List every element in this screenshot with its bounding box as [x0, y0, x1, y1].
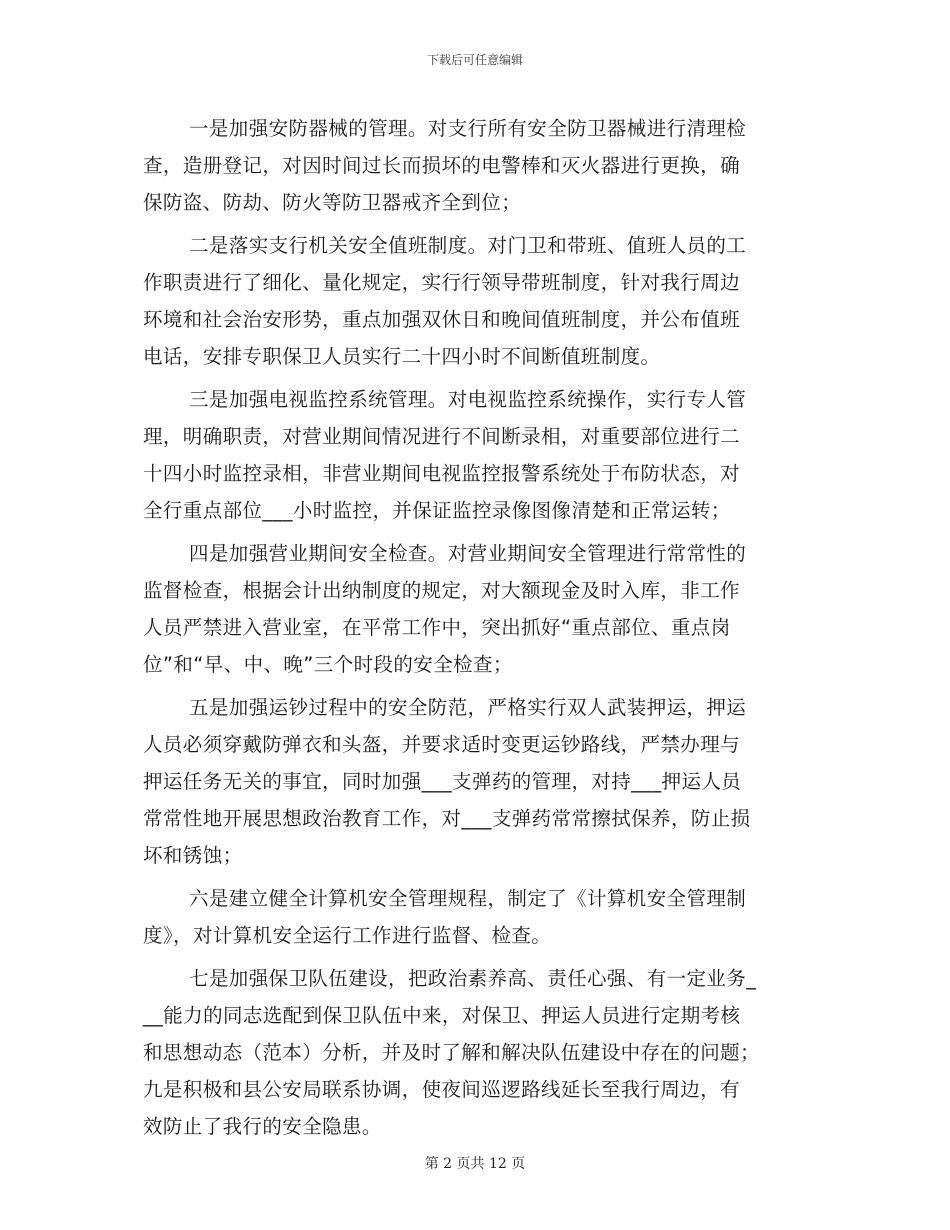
- text-line: 三是加强电视监控系统管理。对电视监控系统操作，实行专人管: [189, 388, 747, 411]
- text-line: 坏和锈蚀；: [143, 844, 243, 867]
- text-line: 二是落实支行机关安全值班制度。对门卫和带班、值班人员的工: [189, 234, 747, 257]
- text-line: 电话，安排专职保卫人员实行二十四小时不间断值班制度。: [143, 345, 661, 368]
- text-line: 人员严禁进入营业室，在平常工作中，突出抓好“重点部位、重点岗: [143, 616, 731, 639]
- text-line: 保防盗、防劫、防火等防卫器戒齐全到位；: [143, 191, 522, 214]
- page-number: 第 2 页共 12 页: [424, 1156, 526, 1172]
- header-text: 下载后可任意编辑: [426, 53, 523, 67]
- text-line: 理，明确职责，对营业期间情况进行不间断录相，对重要部位进行二: [143, 425, 741, 448]
- text-line: 效防止了我行的安全隐患。: [143, 1115, 382, 1138]
- text-line: 五是加强运钞过程中的安全防范，严格实行双人武装押运，押运: [189, 696, 747, 719]
- document-body: [143, 110, 809, 1145]
- text-line: 查，造册登记，对因时间过长而损坏的电警棒和灭火器进行更换，确: [143, 154, 741, 177]
- text-line: 七是加强保卫队伍建设，把政治素养高、责任心强、有一定业务_: [189, 967, 757, 990]
- text-line: 十四小时监控录相，非营业期间电视监控报警系统处于布防状态，对: [143, 462, 741, 485]
- text-line: 全行重点部位___小时监控，并保证监控录像图像清楚和正常运转；: [143, 499, 731, 522]
- text-line: 位”和“早、中、晚”三个时段的安全检查；: [143, 653, 513, 676]
- text-line: 和思想动态（范本）分析，并及时了解和解决队伍建设中存在的问题；: [143, 1041, 760, 1064]
- text-line: 常常性地开展思想政治教育工作，对___支弹药常常擦拭保养，防止损: [143, 807, 751, 830]
- text-line: __能力的同志选配到保卫队伍中来，对保卫、押运人员进行定期考核: [143, 1004, 741, 1027]
- text-line: 九是积极和县公安局联系协调，使夜间巡逻路线延长至我行周边，有: [143, 1078, 741, 1101]
- text-line: 作职责进行了细化、量化规定，实行行领导带班制度，针对我行周边: [143, 271, 741, 294]
- text-line: 四是加强营业期间安全检查。对营业期间安全管理进行常常性的: [189, 542, 747, 565]
- text-line: 人员必须穿戴防弹衣和头盔，并要求适时变更运钞路线，严禁办理与: [143, 733, 741, 756]
- text-line: 六是建立健全计算机安全管理规程，制定了《计算机安全管理制: [189, 887, 747, 910]
- text-line: 押运任务无关的事宜，同时加强___支弹药的管理，对持___押运人员: [143, 770, 742, 793]
- text-line: 环境和社会治安形势，重点加强双休日和晚间值班制度，并公布值班: [143, 308, 741, 331]
- page-header: [0, 52, 950, 68]
- text-line: 一是加强安防器械的管理。对支行所有安全防卫器械进行清理检: [189, 117, 747, 140]
- text-line: 度》，对计算机安全运行工作进行监督、检查。: [143, 924, 552, 947]
- text-line: 监督检查，根据会计出纳制度的规定，对大额现金及时入库，非工作: [143, 579, 741, 602]
- page-footer: [0, 1155, 950, 1173]
